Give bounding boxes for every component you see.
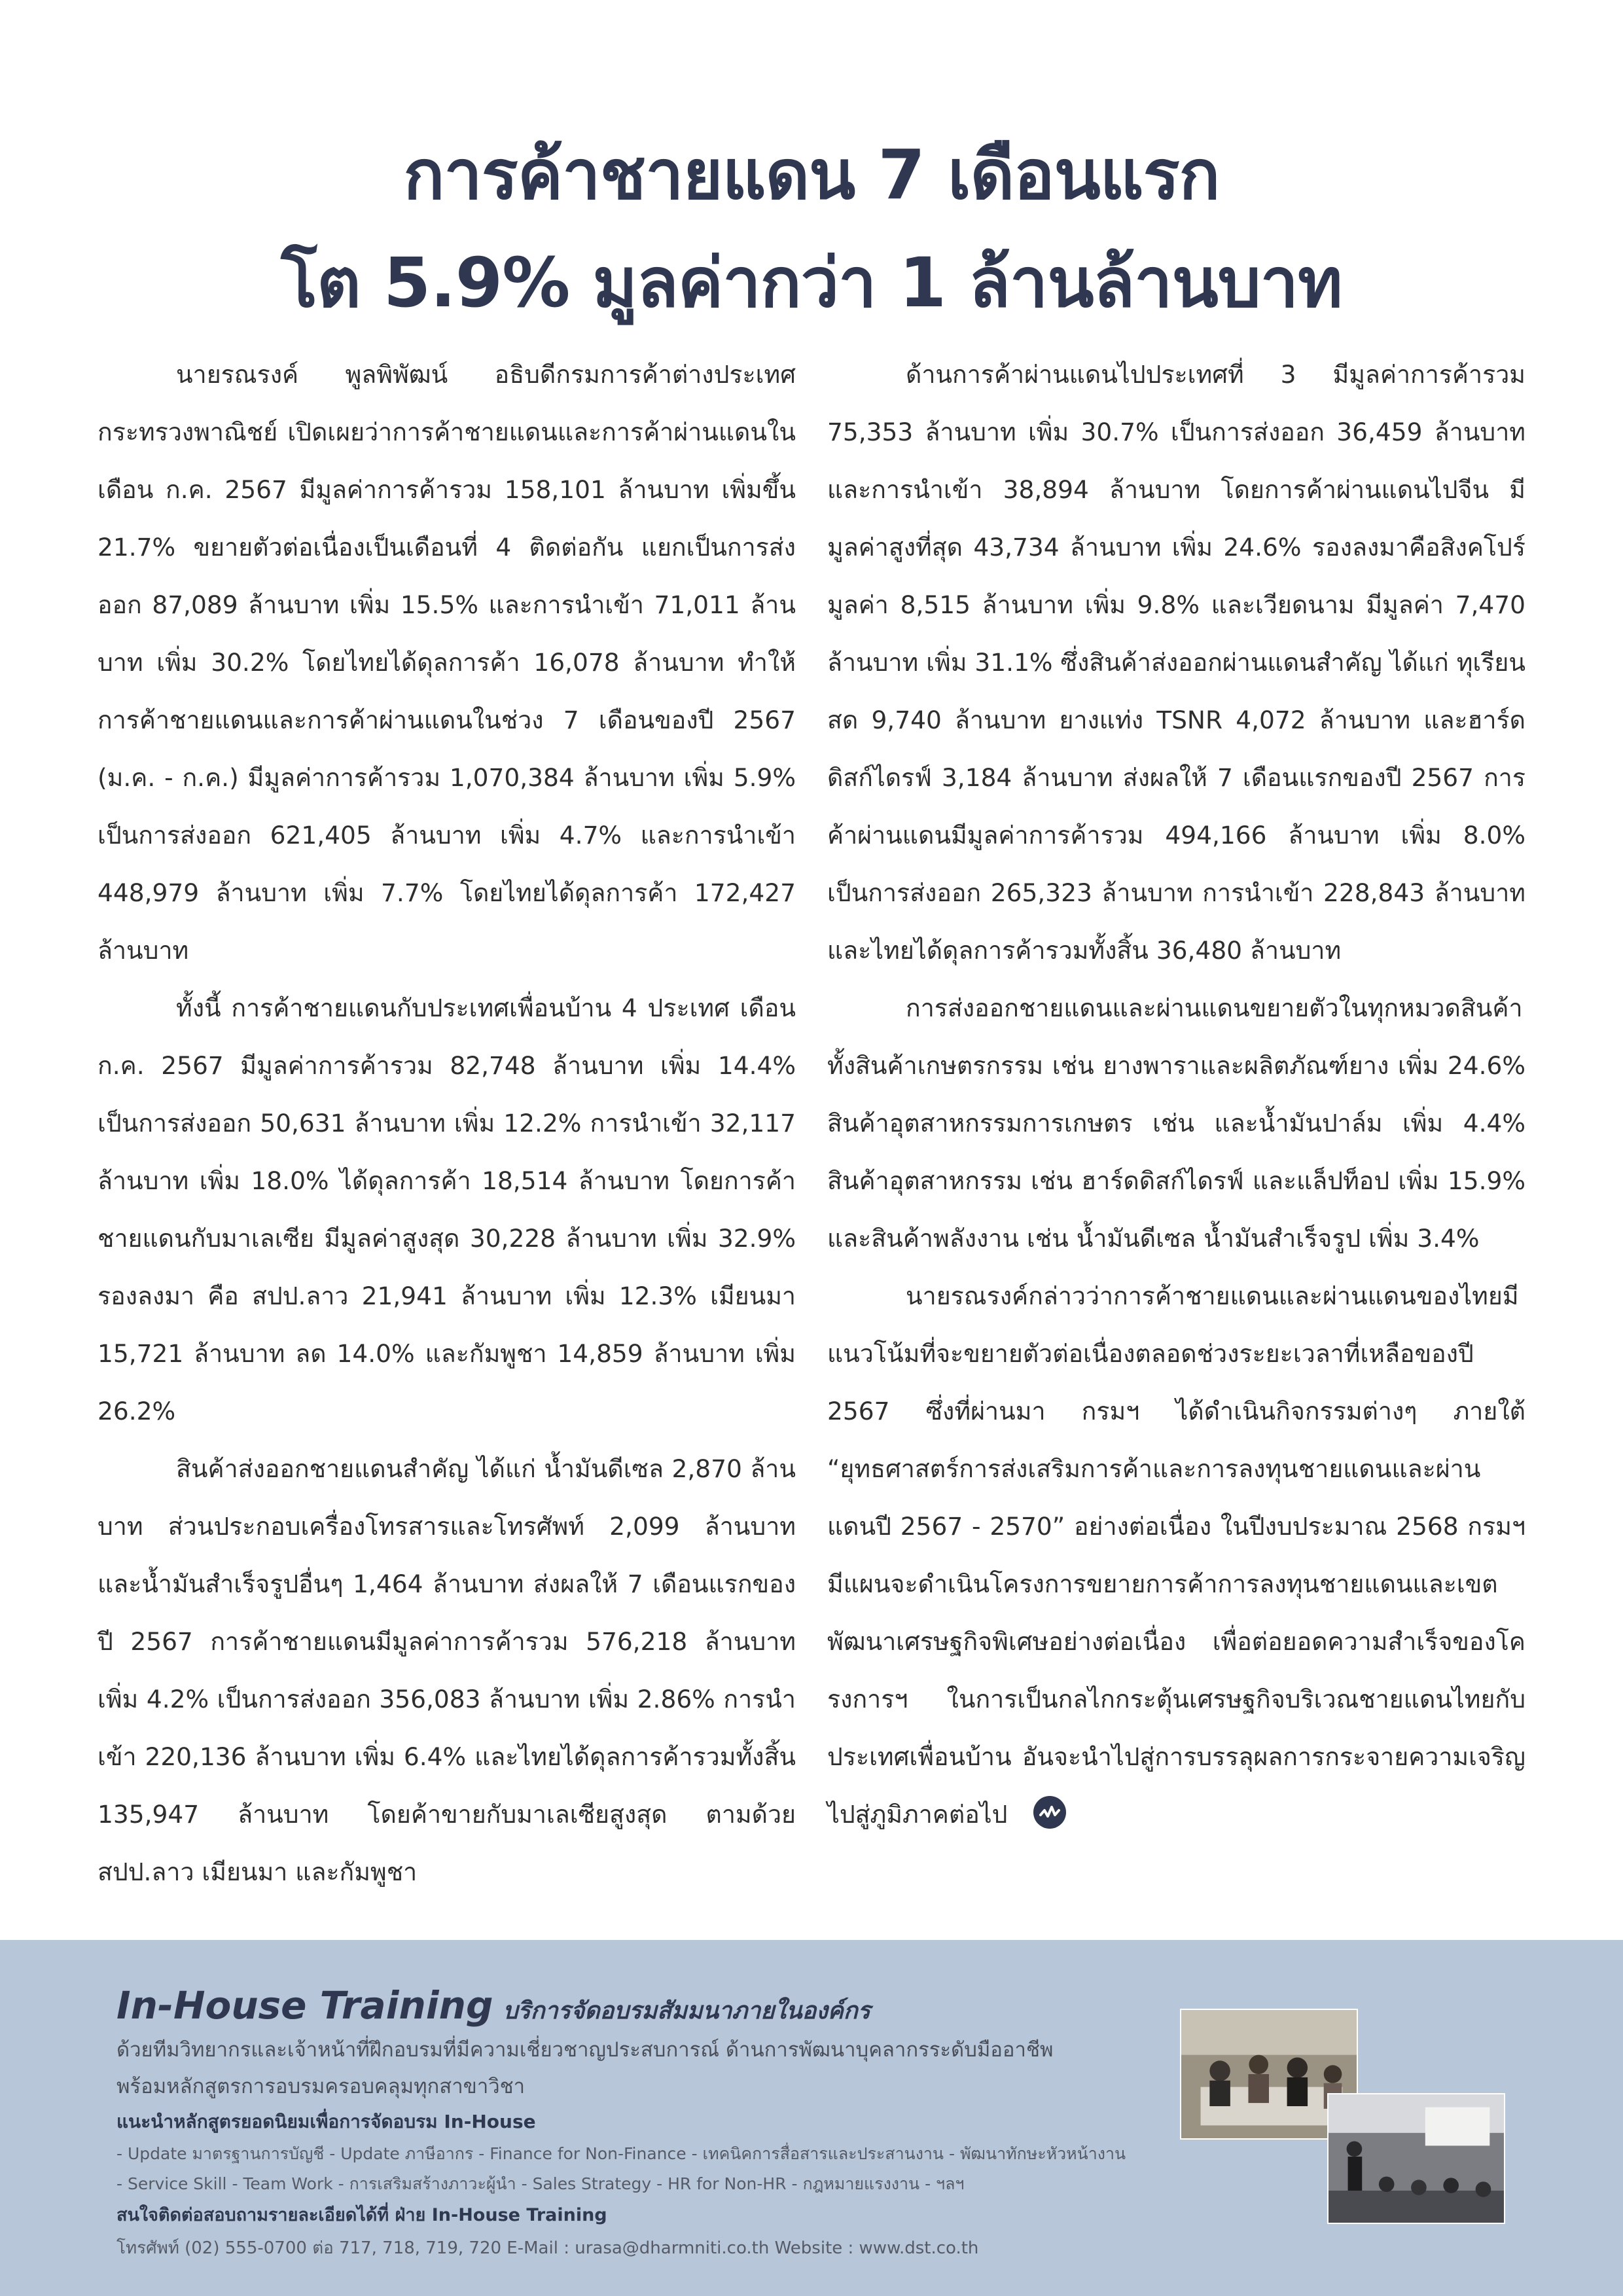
training-photo-2: [1327, 2093, 1505, 2224]
footer-brand: In-House Training: [116, 1983, 493, 2028]
footer-courses-heading: แนะนำหลักสูตรยอดนิยมเพื่อการจัดอบรม In-House: [116, 2111, 536, 2132]
footer-courses-line-2: - Service Skill - Team Work - การเสริมสร้างภาวะผู้นำ - Sales Strategy - HR for Non-HR - กฎหมายแรงงาน - ฯลฯ: [116, 2174, 965, 2193]
footer-contact-line: โทรศัพท์ (02) 555-0700 ต่อ 717, 718, 719, 720 E-Mail : urasa@dharmniti.co.th Website : www.dst.co.th: [116, 2238, 979, 2258]
paragraph-last: [827, 1267, 1525, 1843]
footer-ad-banner: [0, 1940, 1623, 2296]
footer-text-block: [116, 1979, 1164, 2265]
footer-tagline: บริการจัดอบรมสัมมนาภายในองค์กร: [503, 1998, 871, 2024]
article-column-right: [827, 346, 1525, 1843]
paragraph: การส่งออกชายแดนและผ่านแดนขยายตัวในทุกหมวดสินค้า ทั้งสินค้าเกษตรกรรม เช่น ยางพาราและผลิตภัณฑ์ยาง เพิ่ม 24.6% สินค้าอุตสาหกรรมการเกษตร เช่น และน้ำมันปาล์ม เพิ่ม 4.4% สินค้าอุตสาหกรรม เช่น ฮาร์ดดิสก์ไดรฟ์ และแล็ปท็อป เพิ่ม 15.9% และสินค้าพลังงาน เช่น น้ำมันดีเซล น้ำมันสำเร็จรูป เพิ่ม 3.4%: [827, 994, 1525, 1253]
paragraph-text: นายรณรงค์กล่าวว่าการค้าชายแดนและผ่านแดนของไทยมีแนวโน้มที่จะขยายตัวต่อเนื่องตลอดช่วงระยะเวลาที่เหลือของปี 2567 ซึ่งที่ผ่านมา กรมฯ ได้ดำเนินกิจกรรมต่างๆ ภายใต้ “ยุทธศาสตร์การส่งเสริมการค้าและการลงทุนชายแดนและผ่านแดนปี 2567 - 2570” อย่างต่อเนื่อง ในปีงบประมาณ 2568 กรมฯ มีแผนจะดำเนินโครงการขยายการค้าการลงทุนชายแดนและเขตพัฒนาเศรษฐกิจพิเศษอย่างต่อเนื่อง เพื่อต่อยอดความสำเร็จของโครงการฯ ในการเป็นกลไกกระตุ้นเศรษฐกิจบริเวณชายแดนไทยกับประเทศเพื่อนบ้าน อันจะนำไปสู่การบรรลุผลการกระจายความเจริญไปสู่ภูมิภาคต่อไป: [827, 1282, 1525, 1829]
footer-courses-line-1: - Update มาตรฐานการบัญชี - Update ภาษีอากร - Finance for Non-Finance - เทคนิคการสื่อสารและประสานงาน - พัฒนาทักษะหัวหน้างาน: [116, 2144, 1126, 2163]
footer-heading-row: [116, 1979, 1164, 2032]
footer-description-2: พร้อมหลักสูตรการอบรมครอบคลุมทุกสาขาวิชา: [116, 2075, 526, 2098]
footer-contact-heading: สนใจติดต่อสอบถามรายละเอียดได้ที่ ฝ่าย In-House Training: [116, 2205, 607, 2225]
title-line-1: การค้าชายแดน 7 เดือนแรก: [403, 135, 1220, 215]
paragraph: ด้านการค้าผ่านแดนไปประเทศที่ 3 มีมูลค่าการค้ารวม 75,353 ล้านบาท เพิ่ม 30.7% เป็นการส่งออก 36,459 ล้านบาท และการนำเข้า 38,894 ล้านบาท โดยการค้าผ่านแดนไปจีน มีมูลค่าสูงที่สุด 43,734 ล้านบาท เพิ่ม 24.6% รองลงมาคือสิงคโปร์มูลค่า 8,515 ล้านบาท เพิ่ม 9.8% และเวียดนาม มีมูลค่า 7,470 ล้านบาท เพิ่ม 31.1% ซึ่งสินค้าส่งออกผ่านแดนสำคัญ ได้แก่ ทุเรียนสด 9,740 ล้านบาท ยางแท่ง TSNR 4,072 ล้านบาท และฮาร์ดดิสก์ไดรฟ์ 3,184 ล้านบาท ส่งผลให้ 7 เดือนแรกของปี 2567 การค้าผ่านแดนมีมูลค่าการค้ารวม 494,166 ล้านบาท เพิ่ม 8.0% เป็นการส่งออก 265,323 ล้านบาท การนำเข้า 228,843 ล้านบาท และไทยได้ดุลการค้ารวมทั้งสิ้น 36,480 ล้านบาท: [827, 360, 1525, 965]
paragraph: นายรณรงค์ พูลพิพัฒน์ อธิบดีกรมการค้าต่างประเทศ กระทรวงพาณิชย์ เปิดเผยว่าการค้าชายแดนและการค้าผ่านแดนในเดือน ก.ค. 2567 มีมูลค่าการค้ารวม 158,101 ล้านบาท เพิ่มขึ้น 21.7% ขยายตัวต่อเนื่องเป็นเดือนที่ 4 ติดต่อกัน แยกเป็นการส่งออก 87,089 ล้านบาท เพิ่ม 15.5% และการนำเข้า 71,011 ล้านบาท เพิ่ม 30.2% โดยไทยได้ดุลการค้า 16,078 ล้านบาท ทำให้การค้าชายแดนและการค้าผ่านแดนในช่วง 7 เดือนของปี 2567 (ม.ค. - ก.ค.) มีมูลค่าการค้ารวม 1,070,384 ล้านบาท เพิ่ม 5.9% เป็นการส่งออก 621,405 ล้านบาท เพิ่ม 4.7% และการนำเข้า 448,979 ล้านบาท เพิ่ม 7.7% โดยไทยได้ดุลการค้า 172,427 ล้านบาท: [98, 360, 796, 965]
paragraph: สินค้าส่งออกชายแดนสำคัญ ได้แก่ น้ำมันดีเซล 2,870 ล้านบาท ส่วนประกอบเครื่องโทรสารและโทรศัพท์ 2,099 ล้านบาท และน้ำมันสำเร็จรูปอื่นๆ 1,464 ล้านบาท ส่งผลให้ 7 เดือนแรกของปี 2567 การค้าชายแดนมีมูลค่าการค้ารวม 576,218 ล้านบาท เพิ่ม 4.2% เป็นการส่งออก 356,083 ล้านบาท เพิ่ม 2.86% การนำเข้า 220,136 ล้านบาท เพิ่ม 6.4% และไทยได้ดุลการค้ารวมทั้งสิ้น 135,947 ล้านบาท โดยค้าขายกับมาเลเซียสูงสุด ตามด้วย สปป.ลาว เมียนมา และกัมพูชา: [98, 1454, 796, 1886]
article-title: [0, 121, 1623, 337]
footer-description-1: ด้วยทีมวิทยากรและเจ้าหน้าที่ฝึกอบรมที่มีความเชี่ยวชาญประสบการณ์ ด้านการพัฒนาบุคลากรระดับมืออาชีพ: [116, 2038, 1054, 2062]
title-line-2: โต 5.9% มูลค่ากว่า 1 ล้านล้านบาท: [281, 243, 1342, 323]
paragraph: ทั้งนี้ การค้าชายแดนกับประเทศเพื่อนบ้าน 4 ประเทศ เดือน ก.ค. 2567 มีมูลค่าการค้ารวม 82,748 ล้านบาท เพิ่ม 14.4% เป็นการส่งออก 50,631 ล้านบาท เพิ่ม 12.2% การนำเข้า 32,117 ล้านบาท เพิ่ม 18.0% ได้ดุลการค้า 18,514 ล้านบาท โดยการค้าชายแดนกับมาเลเซีย มีมูลค่าสูงสุด 30,228 ล้านบาท เพิ่ม 32.9% รองลงมา คือ สปป.ลาว 21,941 ล้านบาท เพิ่ม 12.3% เมียนมา 15,721 ล้านบาท ลด 14.0% และกัมพูชา 14,859 ล้านบาท เพิ่ม 26.2%: [98, 994, 796, 1426]
article-column-left: [98, 346, 796, 1901]
end-of-article-icon: [1033, 1796, 1066, 1829]
